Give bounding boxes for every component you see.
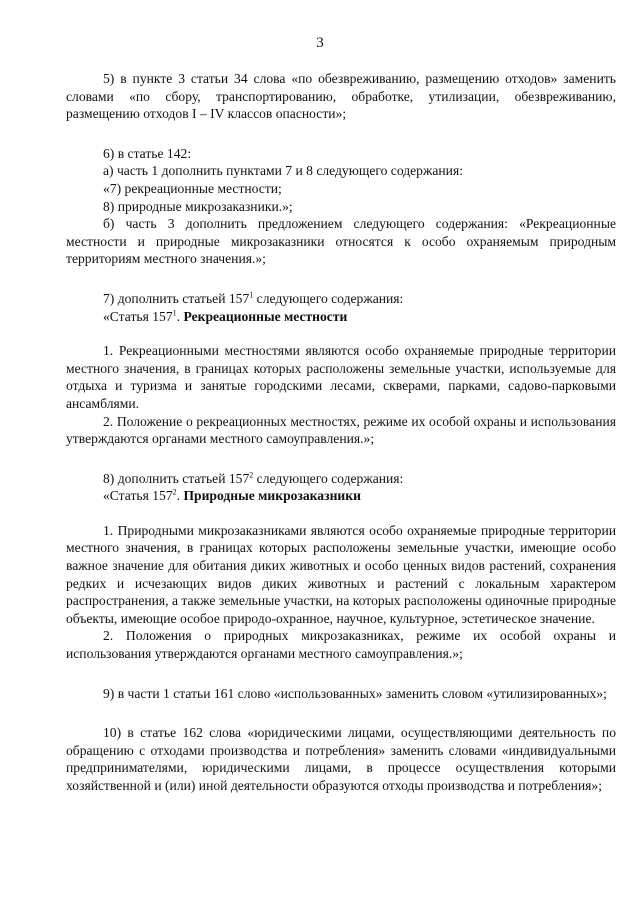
item-7-heading: 7) дополнить статьей $157^1$ следующего содержания: <box>103 290 404 306</box>
item-6-part-b: б) часть 3 дополнить предложением следующего содержания: «Рекреационные местности и природные микрозаказники относятся к особо охраняемым природным территориям местного значения.»; <box>66 216 616 267</box>
item-10: 10) в статье 162 слова «юридическими лицами, осуществляющими деятельность по обращению с отходами производства и потребления» заменить словами «индивидуальными предпринимателями, юридическими лицами, в процессе осуществления которыми хозяйственной и (или) иной деятельности образуются отходы производства и потребления»; <box>66 725 616 793</box>
article-157-1-para-1: 1. Рекреационными местностями являются особо охраняемые природные территории местного значения, в границах которых расположены земельные участки, используемые для отдыха и туризма и занятые городскими лесами, скверами, парками, садово-парковыми ансамблями. <box>66 343 616 411</box>
item-8 <box>66 470 616 663</box>
article-157-2-title: «Статья $157^2$. Природные микрозаказники <box>103 487 361 504</box>
item-6-point-7: «7) рекреационные местности; <box>103 180 282 196</box>
article-157-1-title: «Статья $157^1$. Рекреационные местности <box>103 308 348 324</box>
article-157-1-para-2: 2. Положение о рекреационных местностях, режиме их особой охраны и использования утверждаются органами местного самоуправления.»; <box>66 413 616 447</box>
item-6-heading: 6) в статье 142: <box>103 145 192 161</box>
item-6-point-8: 8) природные микрозаказники.»; <box>103 198 293 214</box>
document-body <box>66 70 616 795</box>
page-number: 3 <box>316 35 324 51</box>
item-8-heading: 8) дополнить статьей $157^2$ следующего содержания: <box>103 470 404 486</box>
item-5: 5) в пункте 3 статьи 34 слова «по обезвреживанию, размещению отходов» заменить словами «по сбору, транспортированию, обработке, утилизации, обезвреживанию, размещению отходов I – IV классов опасности»; <box>66 71 616 122</box>
item-7 <box>66 290 616 448</box>
item-6-part-a: а) часть 1 дополнить пунктами 7 и 8 следующего содержания: <box>103 163 463 179</box>
item-9: 9) в части 1 статьи 161 слово «использованных» заменить словом «утилизированных»; <box>103 685 607 701</box>
article-157-2-para-2: 2. Положения о природных микрозаказниках, режиме их особой охраны и использования утверждаются органами местного самоуправления.»; <box>66 628 616 662</box>
item-6 <box>66 145 616 268</box>
article-157-2-para-1: 1. Природными микрозаказниками являются особо охраняемые природные территории местного значения, в границах которых расположены земельные участки, имеющие особо важное значение для обитания диких животных и особо ценных видов растений, сохранения редких и исчезающих видов диких животных и растений с локальным характером распространения, а также земельные участки, на которых расположены одиночные природные объекты, имеющие особое природо-охранное, научное, культурное, эстетическое значение. <box>66 522 616 626</box>
